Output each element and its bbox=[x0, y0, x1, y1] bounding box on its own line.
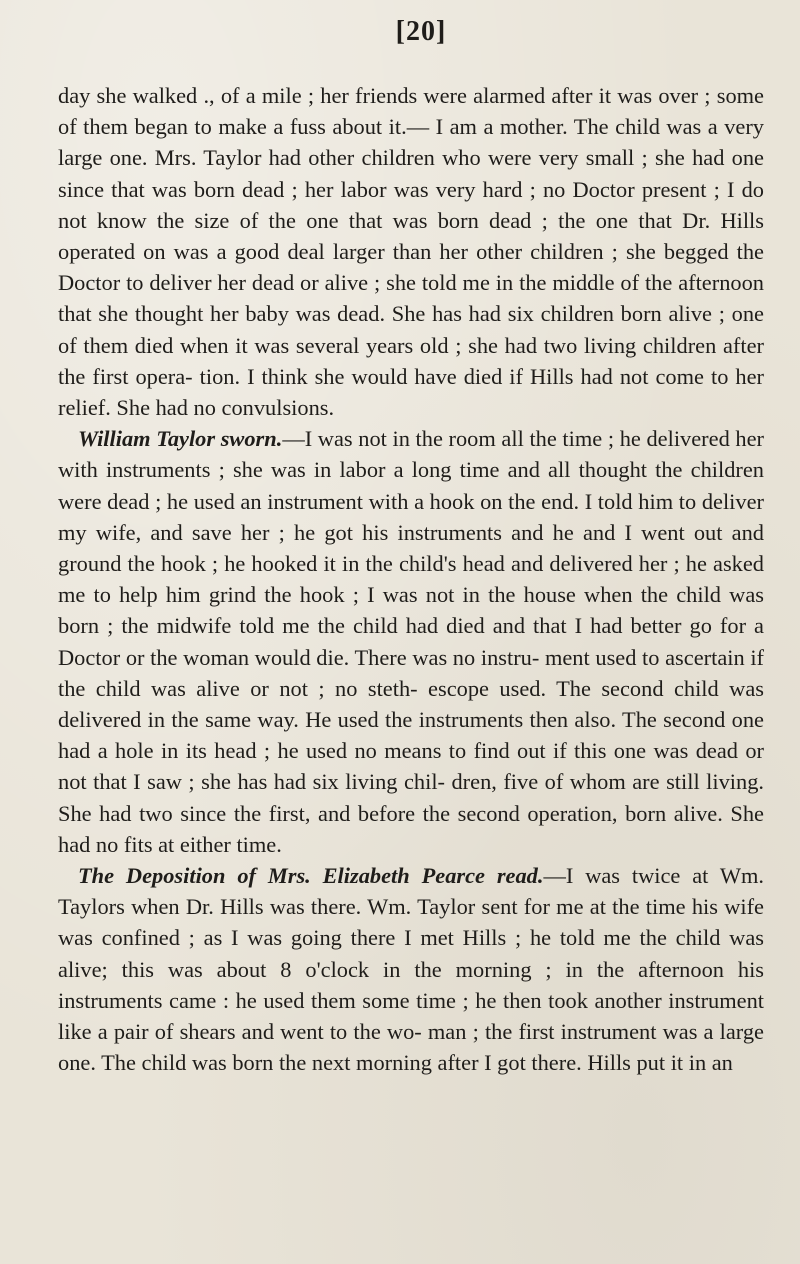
paragraph-testimony-continued bbox=[58, 80, 764, 423]
page-number: [20] bbox=[395, 16, 447, 47]
paragraph-text: —I was twice at Wm. Taylors when Dr. Hills was there. Wm. Taylor sent for me at the time his wife was confined ; as I was going there I met Hills ; he told me the child was alive; this was about 8 o'clock in the morning ; in the afternoon his instruments came : he used them some time ; he then took another instrument like a pair of shears and went to the wo- man ; the first instrument was a large one. The child was born the next morning after I got there. Hills put it in an bbox=[58, 863, 764, 1076]
speaker-heading: The Deposition of Mrs. Elizabeth Pearce read. bbox=[78, 863, 544, 889]
paragraph-text: day she walked ., of a mile ; her friends were alarmed after it was over ; some of them began to make a fuss about it.— I am a mother. The child was a very large one. Mrs. Taylor had other children who were very small ; she had one since that was born dead ; her labor was very hard ; no Doctor present ; I do not know the size of the one that was born dead ; the one that Dr. Hills operated on was a good deal larger than her other children ; she begged the Doctor to deliver her dead or alive ; she told me in the middle of the afternoon that she thought her baby was dead. She has had six children born alive ; one of them died when it was several years old ; she had two living children after the first opera- tion. I think she would have died if Hills had not come to her relief. She had no convulsions. bbox=[58, 83, 764, 421]
paragraph-william-taylor bbox=[58, 423, 764, 860]
speaker-heading: William Taylor sworn. bbox=[78, 426, 283, 452]
paragraph-elizabeth-pearce bbox=[58, 860, 764, 1078]
body-text bbox=[58, 80, 764, 1079]
paragraph-text: —I was not in the room all the time ; he delivered her with instruments ; she was in labor a long time and all thought the children were dead ; he used an instrument with a hook on the end. I told him to deliver my wife, and save her ; he got his instruments and he and I went out and ground the hook ; he hooked it in the child's head and delivered her ; he asked me to help him grind the hook ; I was not in the house when the child was born ; the midwife told me the child had died and that I had better go for a Doctor or the woman would die. There was no instru- ment used to ascertain if the child was alive or not ; no steth- escope used. The second child was delivered in the same way. He used the instruments then also. The second one had a hole in its head ; he used no means to find out if this one was dead or not that I saw ; she has had six living chil- dren, five of whom are still living. She had two since the first, and before the second operation, born alive. She had no fits at either time. bbox=[58, 426, 764, 857]
